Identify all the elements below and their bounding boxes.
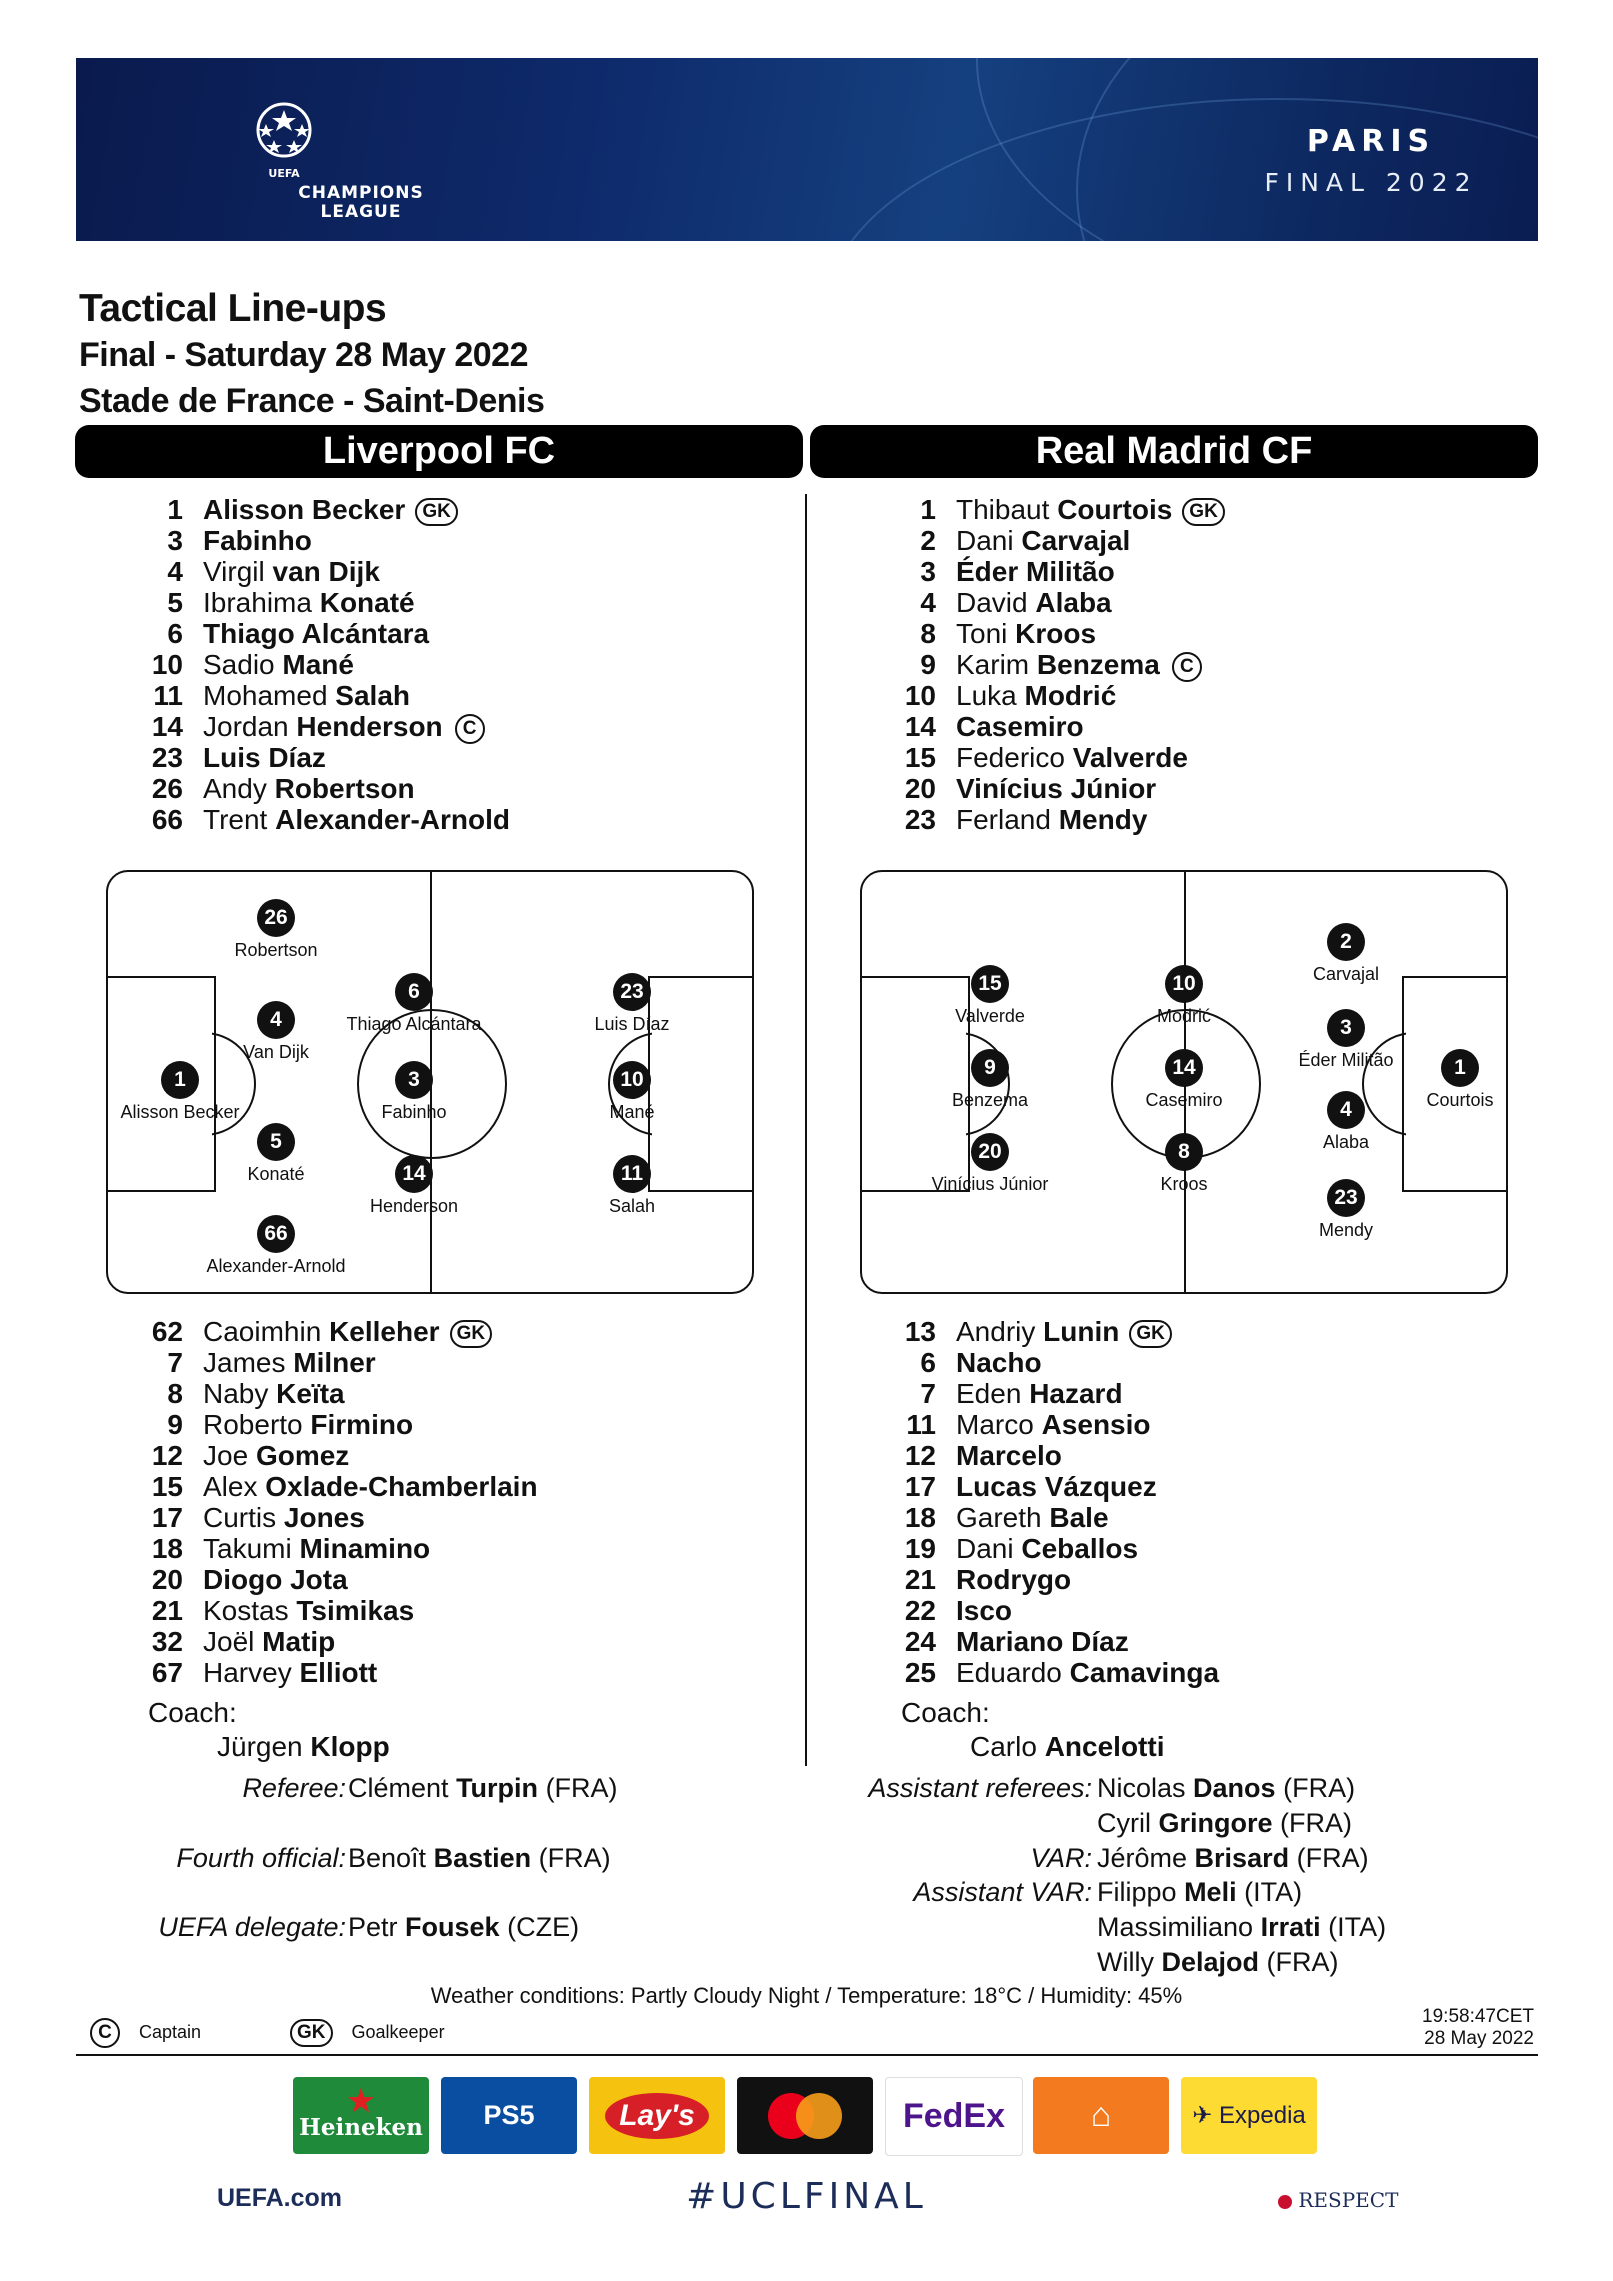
shirt-number: 4 <box>167 556 183 587</box>
shirt-number: 9 <box>920 649 936 680</box>
shirt-number: 23 <box>904 804 936 835</box>
fourth-official-name: Benoît Bastien (FRA) <box>348 1843 611 1873</box>
pitch-player-label: Valverde <box>955 1006 1025 1026</box>
player-name: Casemiro <box>956 711 1084 742</box>
pitch-player-marker: 6 <box>395 973 433 1011</box>
final-edition: FINAL 2022 <box>1264 168 1478 197</box>
captain-armband-icon: C <box>1172 652 1202 682</box>
away-coach: Carlo Ancelotti <box>970 1731 1165 1762</box>
pitch-player-label: Courtois <box>1426 1090 1494 1110</box>
pitch-player-marker: 3 <box>1327 1009 1365 1047</box>
player-name: Caoimhin Kelleher GK <box>203 1316 492 1348</box>
heineken-logo: ★ Heineken <box>293 2077 429 2154</box>
pitch-player-marker: 4 <box>257 1001 295 1039</box>
player-name: Harvey Elliott <box>203 1657 378 1688</box>
pitch-player-label: Salah <box>608 1196 656 1216</box>
footer-rule <box>76 2054 1538 2056</box>
venue-info: Stade de France - Saint-Denis <box>79 382 545 420</box>
lays-logo: Lay's <box>589 2077 725 2154</box>
shirt-number: 8 <box>920 618 936 649</box>
pitch-player-marker: 10 <box>1165 965 1203 1003</box>
shirt-number: 18 <box>904 1502 936 1533</box>
referee-role: Referee: <box>242 1773 346 1803</box>
pitch-player-marker: 14 <box>395 1155 433 1193</box>
uefa-delegate-role: UEFA delegate: <box>158 1912 346 1942</box>
captain-armband-icon: C <box>455 714 485 744</box>
away-formation-pitch <box>860 870 1508 1294</box>
player-name: Eduardo Camavinga <box>956 1657 1220 1688</box>
player-name: Vinícius Júnior <box>956 773 1157 804</box>
pitch-player-marker: 1 <box>1441 1049 1479 1087</box>
pitch-player-marker: 23 <box>1327 1179 1365 1217</box>
pitch-player-label: Vinícius Júnior <box>931 1174 1049 1194</box>
team-header-away: Real Madrid CF <box>810 425 1538 478</box>
shirt-number: 10 <box>151 649 183 680</box>
var-name: Jérôme Brisard (FRA) <box>1097 1843 1369 1873</box>
shirt-number: 17 <box>904 1471 936 1502</box>
pitch-player-marker: 2 <box>1327 923 1365 961</box>
player-name: Éder Militão <box>956 556 1115 587</box>
mastercard-logo <box>737 2077 873 2154</box>
shirt-number: 14 <box>151 711 183 742</box>
pitch-player-marker: 11 <box>613 1155 651 1193</box>
player-name: Ferland Mendy <box>956 804 1148 835</box>
shirt-number: 32 <box>151 1626 183 1657</box>
just-eat-takeaway-logo: ⌂ <box>1033 2077 1169 2154</box>
shirt-number: 6 <box>167 618 183 649</box>
shirt-number: 24 <box>904 1626 936 1657</box>
pitch-player-marker: 8 <box>1165 1133 1203 1171</box>
player-name: Sadio Mané <box>203 649 354 680</box>
shirt-number: 15 <box>904 742 936 773</box>
pitch-player-label: Robertson <box>234 940 318 960</box>
shirt-number: 13 <box>904 1316 936 1347</box>
player-name: Mariano Díaz <box>956 1626 1129 1657</box>
uefa-com-link[interactable]: UEFA.com <box>217 2184 343 2212</box>
shirt-number: 8 <box>167 1378 183 1409</box>
player-name: Luis Díaz <box>203 742 326 773</box>
shirt-number: 5 <box>167 587 183 618</box>
goalkeeper-legend: GK Goalkeeper <box>290 2017 445 2047</box>
shirt-number: 18 <box>151 1533 183 1564</box>
home-formation-pitch <box>106 870 754 1294</box>
shirt-number: 9 <box>167 1409 183 1440</box>
pitch-player-label: Mané <box>609 1102 655 1122</box>
shirt-number: 6 <box>920 1347 936 1378</box>
shirt-number: 7 <box>167 1347 183 1378</box>
assistant-var-role: Assistant VAR: <box>913 1877 1092 1907</box>
player-name: Dani Ceballos <box>956 1533 1139 1564</box>
player-name: Alex Oxlade-Chamberlain <box>203 1471 538 1502</box>
player-name: Takumi Minamino <box>203 1533 431 1564</box>
pitch-player-marker: 1 <box>161 1061 199 1099</box>
uefa-delegate-name: Petr Fousek (CZE) <box>348 1912 580 1942</box>
pitch-player-label: Luis Díaz <box>594 1014 670 1034</box>
player-name: Thibaut Courtois GK <box>956 494 1225 526</box>
goalkeeper-badge-icon: GK <box>1129 1320 1172 1348</box>
player-name: Joël Matip <box>203 1626 336 1657</box>
shirt-number: 20 <box>151 1564 183 1595</box>
home-coach: Jürgen Klopp <box>217 1731 390 1762</box>
shirt-number: 12 <box>904 1440 936 1471</box>
player-name: Jordan Henderson C <box>203 711 485 744</box>
player-name: Lucas Vázquez <box>956 1471 1157 1502</box>
pitch-player-label: Mendy <box>1318 1220 1374 1240</box>
column-divider <box>805 494 807 1766</box>
pitch-player-marker: 4 <box>1327 1091 1365 1129</box>
champions-league-wordmark: CHAMPIONS LEAGUE <box>298 183 424 222</box>
pitch-player-marker: 66 <box>257 1215 295 1253</box>
player-name: Diogo Jota <box>203 1564 348 1595</box>
shirt-number: 11 <box>153 680 183 711</box>
pitch-player-label: Alexander-Arnold <box>206 1256 346 1276</box>
pitch-player-label: Kroos <box>1160 1174 1208 1194</box>
player-name: Marcelo <box>956 1440 1062 1471</box>
player-name: Joe Gomez <box>203 1440 350 1471</box>
player-name: Andriy Lunin GK <box>956 1316 1172 1348</box>
assistant-referee-1: Nicolas Danos (FRA) <box>1097 1773 1356 1803</box>
svg-text:UEFA: UEFA <box>268 167 300 180</box>
player-name: Nacho <box>956 1347 1042 1378</box>
pitch-player-marker: 15 <box>971 965 1009 1003</box>
var-role: VAR: <box>1030 1843 1092 1873</box>
pitch-player-label: Henderson <box>369 1196 459 1216</box>
respect-icon <box>1278 2195 1292 2209</box>
goalkeeper-badge-icon: GK <box>1182 498 1225 526</box>
pitch-player-marker: 23 <box>613 973 651 1011</box>
fedex-logo: FedEx <box>885 2077 1023 2156</box>
player-name: Thiago Alcántara <box>203 618 430 649</box>
away-coach-label: Coach: <box>901 1697 990 1728</box>
pitch-player-label: Casemiro <box>1145 1090 1223 1110</box>
player-name: Mohamed Salah <box>203 680 410 711</box>
pitch-player-label: Konaté <box>247 1164 305 1184</box>
player-name: Marco Asensio <box>956 1409 1151 1440</box>
goalkeeper-badge-icon: GK <box>450 1320 493 1348</box>
shirt-number: 21 <box>904 1564 936 1595</box>
player-name: Luka Modrić <box>956 680 1117 711</box>
match-info: Final - Saturday 28 May 2022 <box>79 336 528 374</box>
page-title: Tactical Line-ups <box>79 287 387 330</box>
expedia-logo: ✈ Expedia <box>1181 2077 1317 2154</box>
player-name: Eden Hazard <box>956 1378 1123 1409</box>
assistant-referees-role: Assistant referees: <box>868 1773 1092 1803</box>
pitch-player-label: Modrić <box>1156 1006 1212 1026</box>
shirt-number: 26 <box>151 773 183 804</box>
player-name: Roberto Firmino <box>203 1409 414 1440</box>
player-name: Toni Kroos <box>956 618 1097 649</box>
player-name: Ibrahima Konaté <box>203 587 415 618</box>
header-banner <box>76 58 1538 241</box>
player-name: Trent Alexander-Arnold <box>203 804 511 835</box>
player-name: Rodrygo <box>956 1564 1072 1595</box>
final-city: PARIS <box>1306 124 1436 159</box>
pitch-player-label: Benzema <box>951 1090 1029 1110</box>
goalkeeper-icon: GK <box>290 2019 333 2047</box>
weather-conditions: Weather conditions: Partly Cloudy Night / Temperature: 18°C / Humidity: 45% <box>430 1983 1183 2008</box>
home-coach-label: Coach: <box>148 1697 237 1728</box>
player-name: Isco <box>956 1595 1013 1626</box>
fourth-official-role: Fourth official: <box>176 1843 346 1873</box>
shirt-number: 14 <box>904 711 936 742</box>
ucl-final-hashtag: #UCLFINAL <box>686 2176 927 2217</box>
goalkeeper-badge-icon: GK <box>415 498 458 526</box>
shirt-number: 23 <box>151 742 183 773</box>
captain-legend: C Captain <box>90 2017 201 2048</box>
player-name: Kostas Tsimikas <box>203 1595 415 1626</box>
captain-icon: C <box>90 2018 120 2048</box>
shirt-number: 62 <box>151 1316 183 1347</box>
shirt-number: 15 <box>151 1471 183 1502</box>
shirt-number: 19 <box>904 1533 936 1564</box>
shirt-number: 10 <box>904 680 936 711</box>
pitch-player-label: Carvajal <box>1312 964 1380 984</box>
pitch-player-marker: 20 <box>971 1133 1009 1171</box>
shirt-number: 2 <box>920 525 936 556</box>
player-name: Curtis Jones <box>203 1502 365 1533</box>
player-name: James Milner <box>203 1347 376 1378</box>
shirt-number: 3 <box>167 525 183 556</box>
shirt-number: 12 <box>151 1440 183 1471</box>
shirt-number: 1 <box>167 494 183 525</box>
shirt-number: 1 <box>920 494 936 525</box>
player-name: Federico Valverde <box>956 742 1188 773</box>
player-name: Fabinho <box>203 525 312 556</box>
shirt-number: 21 <box>151 1595 183 1626</box>
pitch-player-marker: 26 <box>257 899 295 937</box>
pitch-player-label: Alaba <box>1322 1132 1370 1152</box>
pitch-player-label: Éder Militão <box>1298 1050 1394 1070</box>
shirt-number: 17 <box>151 1502 183 1533</box>
pitch-player-marker: 3 <box>395 1061 433 1099</box>
shirt-number: 67 <box>151 1657 183 1688</box>
shirt-number: 25 <box>904 1657 936 1688</box>
shirt-number: 11 <box>906 1409 936 1440</box>
shirt-number: 20 <box>904 773 936 804</box>
playstation-5-logo: PS5 <box>441 2077 577 2154</box>
respect-logo: RESPECT <box>1278 2188 1398 2212</box>
assistant-var-2: Massimiliano Irrati (ITA) <box>1097 1912 1387 1942</box>
player-name: David Alaba <box>956 587 1112 618</box>
pitch-player-label: Van Dijk <box>243 1042 309 1062</box>
shirt-number: 7 <box>920 1378 936 1409</box>
shirt-number: 22 <box>904 1595 936 1626</box>
assistant-var-3: Willy Delajod (FRA) <box>1097 1947 1339 1977</box>
shirt-number: 66 <box>151 804 183 835</box>
pitch-player-marker: 9 <box>971 1049 1009 1087</box>
player-name: Virgil van Dijk <box>203 556 380 587</box>
pitch-player-label: Thiago Alcántara <box>346 1014 482 1034</box>
assistant-referee-2: Cyril Gringore (FRA) <box>1097 1808 1353 1838</box>
referee-name: Clément Turpin (FRA) <box>348 1773 618 1803</box>
player-name: Gareth Bale <box>956 1502 1109 1533</box>
pitch-player-label: Alisson Becker <box>120 1102 240 1122</box>
team-header-home: Liverpool FC <box>75 425 803 478</box>
shirt-number: 3 <box>920 556 936 587</box>
timestamp: 19:58:47CET 28 May 2022 <box>1422 2006 1534 2049</box>
pitch-player-marker: 14 <box>1165 1049 1203 1087</box>
pitch-player-marker: 10 <box>613 1061 651 1099</box>
player-name: Alisson Becker GK <box>203 494 458 526</box>
player-name: Andy Robertson <box>203 773 415 804</box>
pitch-player-label: Fabinho <box>381 1102 447 1122</box>
assistant-var-1: Filippo Meli (ITA) <box>1097 1877 1303 1907</box>
player-name: Dani Carvajal <box>956 525 1131 556</box>
player-name: Naby Keïta <box>203 1378 345 1409</box>
shirt-number: 4 <box>920 587 936 618</box>
player-name: Karim Benzema C <box>956 649 1202 682</box>
pitch-player-marker: 5 <box>257 1123 295 1161</box>
